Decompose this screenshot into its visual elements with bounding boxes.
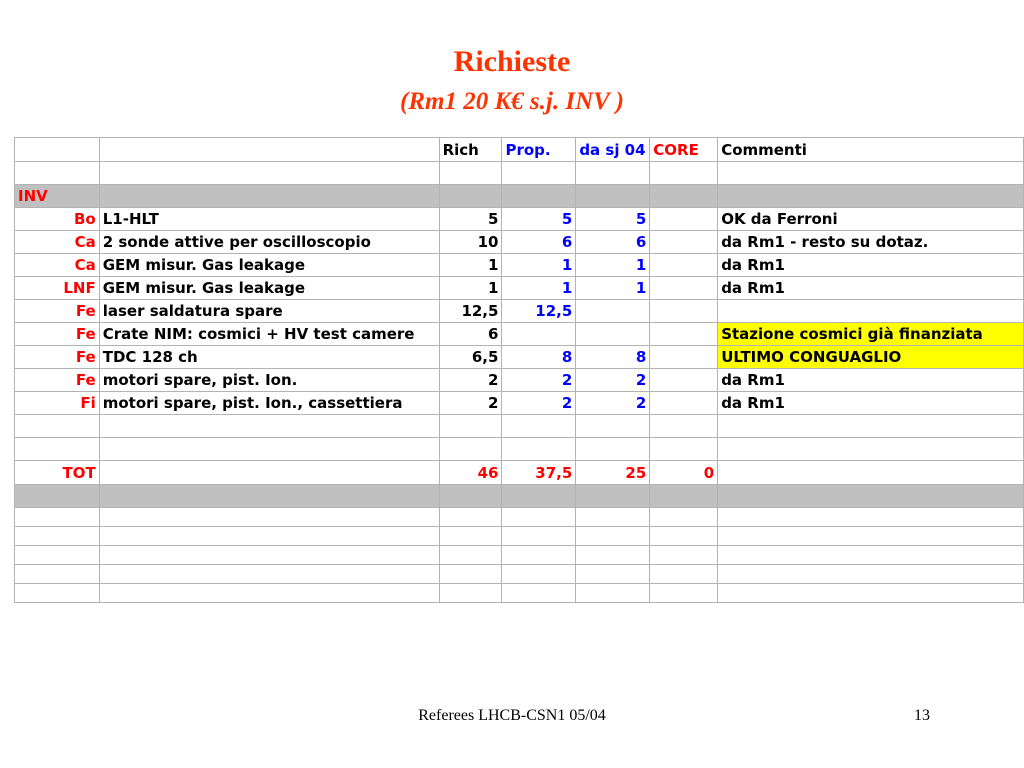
section-label: INV — [15, 185, 100, 208]
row-da-sj: 1 — [576, 277, 650, 300]
row-comment: da Rm1 — [718, 392, 1024, 415]
requests-table — [14, 137, 1024, 603]
row-site: Bo — [15, 208, 100, 231]
table-row — [15, 231, 1024, 254]
row-core — [650, 369, 718, 392]
total-da-sj: 25 — [576, 461, 650, 485]
row-item: L1-HLT — [99, 208, 439, 231]
row-rich: 1 — [439, 254, 502, 277]
total-prop: 37,5 — [502, 461, 576, 485]
header-rich: Rich — [439, 138, 502, 162]
row-item: GEM misur. Gas leakage — [99, 277, 439, 300]
row-item: laser saldatura spare — [99, 300, 439, 323]
row-core — [650, 231, 718, 254]
row-prop: 6 — [502, 231, 576, 254]
table-row — [15, 208, 1024, 231]
row-prop: 8 — [502, 346, 576, 369]
row-rich: 6,5 — [439, 346, 502, 369]
row-da-sj: 6 — [576, 231, 650, 254]
row-da-sj: 2 — [576, 369, 650, 392]
table-row — [15, 346, 1024, 369]
row-site: Fe — [15, 323, 100, 346]
header-commenti: Commenti — [718, 138, 1024, 162]
empty-row — [15, 162, 1024, 185]
table-row — [15, 254, 1024, 277]
header-cell-site — [15, 138, 100, 162]
row-item: 2 sonde attive per oscilloscopio — [99, 231, 439, 254]
row-core — [650, 323, 718, 346]
row-prop: 2 — [502, 369, 576, 392]
row-core — [650, 208, 718, 231]
row-rich: 5 — [439, 208, 502, 231]
slide-footer: Referees LHCB-CSN1 05/04 — [418, 707, 606, 724]
row-comment — [718, 300, 1024, 323]
row-core — [650, 300, 718, 323]
row-da-sj: 8 — [576, 346, 650, 369]
header-row — [15, 138, 1024, 162]
empty-row — [15, 584, 1024, 603]
row-da-sj: 2 — [576, 392, 650, 415]
row-prop — [502, 323, 576, 346]
row-item: motori spare, pist. Ion., cassettiera — [99, 392, 439, 415]
row-rich: 1 — [439, 277, 502, 300]
row-prop: 5 — [502, 208, 576, 231]
section-row-inv — [15, 185, 1024, 208]
row-da-sj — [576, 300, 650, 323]
empty-row — [15, 527, 1024, 546]
header-da-sj: da sj 04 — [576, 138, 650, 162]
row-prop: 2 — [502, 392, 576, 415]
row-core — [650, 277, 718, 300]
row-prop: 12,5 — [502, 300, 576, 323]
row-rich: 12,5 — [439, 300, 502, 323]
total-comment — [718, 461, 1024, 485]
row-comment: da Rm1 — [718, 254, 1024, 277]
total-item — [99, 461, 439, 485]
row-prop: 1 — [502, 254, 576, 277]
row-site: Fe — [15, 369, 100, 392]
row-comment: da Rm1 — [718, 369, 1024, 392]
empty-row — [15, 508, 1024, 527]
row-site: LNF — [15, 277, 100, 300]
row-comment-highlighted: ULTIMO CONGUAGLIO — [718, 346, 1024, 369]
header-prop: Prop. — [502, 138, 576, 162]
table-row — [15, 277, 1024, 300]
row-comment-highlighted: Stazione cosmici già finanziata — [718, 323, 1024, 346]
row-item: Crate NIM: cosmici + HV test camere — [99, 323, 439, 346]
row-rich: 10 — [439, 231, 502, 254]
table-row — [15, 392, 1024, 415]
row-da-sj: 5 — [576, 208, 650, 231]
row-core — [650, 346, 718, 369]
table-row — [15, 369, 1024, 392]
row-site: Fe — [15, 346, 100, 369]
total-rich: 46 — [439, 461, 502, 485]
row-prop: 1 — [502, 277, 576, 300]
row-rich: 2 — [439, 392, 502, 415]
row-item: GEM misur. Gas leakage — [99, 254, 439, 277]
header-cell-item — [99, 138, 439, 162]
row-da-sj: 1 — [576, 254, 650, 277]
total-label: TOT — [15, 461, 100, 485]
slide-subtitle: (Rm1 20 K€ s.j. INV ) — [400, 88, 624, 115]
empty-row — [15, 565, 1024, 584]
row-item: TDC 128 ch — [99, 346, 439, 369]
row-rich: 2 — [439, 369, 502, 392]
header-core: CORE — [650, 138, 718, 162]
row-comment: da Rm1 - resto su dotaz. — [718, 231, 1024, 254]
row-site: Ca — [15, 231, 100, 254]
row-site: Ca — [15, 254, 100, 277]
empty-row — [15, 415, 1024, 438]
row-comment: da Rm1 — [718, 277, 1024, 300]
row-core — [650, 254, 718, 277]
total-core: 0 — [650, 461, 718, 485]
row-comment: OK da Ferroni — [718, 208, 1024, 231]
row-item: motori spare, pist. Ion. — [99, 369, 439, 392]
row-site: Fe — [15, 300, 100, 323]
slide-title: Richieste — [453, 45, 571, 78]
empty-row — [15, 438, 1024, 461]
table-row — [15, 300, 1024, 323]
page-number: 13 — [914, 707, 930, 724]
row-core — [650, 392, 718, 415]
section-band — [15, 485, 1024, 508]
row-rich: 6 — [439, 323, 502, 346]
row-da-sj — [576, 323, 650, 346]
total-row — [15, 461, 1024, 485]
row-site: Fi — [15, 392, 100, 415]
table-row — [15, 323, 1024, 346]
empty-row — [15, 546, 1024, 565]
